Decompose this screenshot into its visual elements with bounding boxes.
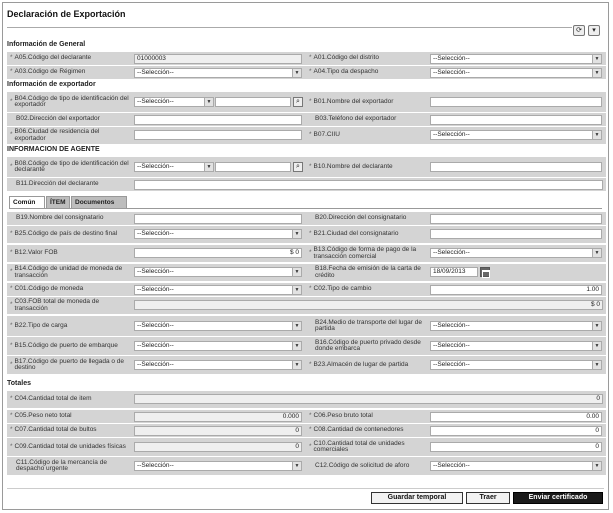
b11-declarant-address-field[interactable] bbox=[134, 180, 603, 190]
b20-label: B20.Dirección del consignatario bbox=[315, 214, 407, 222]
c07-row: * C07.Cantidad total de bultos 0 bbox=[7, 424, 306, 437]
a01-district-select[interactable]: --Selección-- ▼ bbox=[430, 54, 602, 64]
b01-label: B01.Nombre del exportador bbox=[313, 97, 394, 105]
b22-cargo-type-select[interactable]: --Selección-- ▼ bbox=[134, 321, 302, 331]
a05-declarant-code-field[interactable]: 01000003 bbox=[134, 54, 302, 64]
tab-divider bbox=[9, 208, 602, 209]
b12-label: B12.Valor FOB bbox=[14, 249, 58, 257]
b08-row: * B08.Código de tipo de identificación del declarante --Selección-- ▼ ⌕ bbox=[7, 157, 306, 177]
bring-button[interactable]: Traer bbox=[466, 492, 510, 504]
a03-label: A03.Código de Régimen bbox=[14, 68, 86, 76]
b02-label: B02.Dirección del exportador bbox=[16, 115, 100, 123]
c06-label: C06.Peso bruto total bbox=[313, 412, 373, 420]
b23-row: * B23.Almacén de lugar de partida --Selección-- ▼ bbox=[306, 356, 606, 374]
b18-credit-letter-date-field[interactable]: 18/09/2013 bbox=[430, 267, 478, 277]
c04-total-items-field[interactable]: 0 bbox=[134, 394, 603, 404]
c01-row: * C01.Código de moneda --Selección-- ▼ bbox=[7, 283, 306, 296]
b25-label: B25.Código de país de destino final bbox=[14, 230, 118, 238]
b13-label: B13.Código de forma de pago de la transacción comercial bbox=[313, 246, 417, 260]
b07-ciiu-select[interactable]: --Selección-- ▼ bbox=[430, 130, 602, 140]
chevron-down-icon: ▼ bbox=[204, 98, 213, 106]
b17-label: B17.Código de puerto de llegada o de destino bbox=[14, 357, 125, 371]
chevron-down-icon: ▼ bbox=[292, 361, 301, 369]
c03-total-fob-field[interactable]: $ 0 bbox=[134, 300, 603, 310]
b08-id-type-select[interactable]: --Selección-- ▼ bbox=[134, 162, 214, 172]
c10-row: * C10.Cantidad total de unidades comerciales 0 bbox=[306, 438, 606, 456]
section-agent-title: INFORMACION DE AGENTE bbox=[7, 146, 100, 153]
tab-item[interactable]: ÍTEM bbox=[46, 196, 70, 208]
b12-fob-value-field[interactable]: $ 0 bbox=[134, 248, 302, 258]
b06-label: B06.Ciudad de residencia del exportador bbox=[14, 128, 100, 142]
c09-label: C09.Cantidad total de unidades físicas bbox=[14, 442, 126, 450]
chevron-down-icon: ▼ bbox=[592, 249, 601, 257]
b13-row: * B13.Código de forma de pago de la transacción comercial --Selección-- ▼ bbox=[306, 245, 606, 262]
c12-inspection-request-select[interactable]: --Selección-- ▼ bbox=[430, 461, 602, 471]
c12-label: C12.Código de solicitud de aforo bbox=[315, 461, 410, 469]
b25-row: * B25.Código de país de destino final --Selección-- ▼ bbox=[7, 226, 306, 243]
b11-label: B11.Dirección del declarante bbox=[16, 180, 99, 188]
declaration-form-window bbox=[2, 2, 609, 510]
b03-row bbox=[306, 113, 606, 126]
b06-row: * B06.Ciudad de residencia del exportador bbox=[7, 127, 306, 144]
c08-containers-field[interactable]: 0 bbox=[430, 426, 602, 436]
tab-comun[interactable]: Común bbox=[9, 196, 45, 208]
b10-declarant-name-field[interactable] bbox=[430, 162, 602, 172]
c05-row: * C05.Peso neto total 0.000 bbox=[7, 410, 306, 423]
a03-row: * A03.Código de Régimen --Selección-- ▼ bbox=[7, 66, 306, 79]
c10-label: C10.Cantidad total de unidades comerciales bbox=[313, 439, 405, 453]
b12-row: * B12.Valor FOB $ 0 bbox=[7, 245, 306, 262]
b07-row: * B07.CIIU --Selección-- ▼ bbox=[306, 127, 606, 144]
b23-warehouse-select[interactable]: --Selección-- ▼ bbox=[430, 360, 602, 370]
c03-label: C03.FOB total de moneda de transacción bbox=[14, 298, 100, 312]
b23-label: B23.Almacén de lugar de partida bbox=[313, 360, 409, 368]
calendar-icon[interactable] bbox=[480, 267, 490, 277]
b13-payment-form-select[interactable]: --Selección-- ▼ bbox=[430, 248, 602, 258]
page-title: Declaración de Exportación bbox=[7, 9, 126, 19]
save-temporary-button[interactable]: Guardar temporal bbox=[371, 492, 463, 504]
refresh-icon[interactable]: ⟳ bbox=[573, 25, 585, 36]
b06-exporter-city-field[interactable] bbox=[134, 130, 302, 140]
b20-consignee-address-field[interactable] bbox=[430, 214, 602, 224]
b21-row: * B21.Ciudad del consignatario bbox=[306, 226, 606, 243]
a05-label: A05.Código del declarante bbox=[14, 54, 92, 62]
chevron-down-icon: ▼ bbox=[592, 69, 601, 77]
chevron-down-icon: ▼ bbox=[204, 163, 213, 171]
c09-physical-units-field[interactable]: 0 bbox=[134, 442, 302, 452]
b24-label: B24.Medio de transporte del lugar de partida bbox=[315, 318, 422, 332]
chevron-down-icon: ▼ bbox=[592, 462, 601, 470]
c03-row: * C03.FOB total de moneda de transacción $ 0 bbox=[7, 297, 606, 314]
chevron-down-icon: ▼ bbox=[592, 55, 601, 63]
c05-label: C05.Peso neto total bbox=[14, 412, 72, 420]
c01-label: C01.Código de moneda bbox=[14, 285, 84, 293]
b02-row bbox=[7, 113, 306, 126]
b25-destination-country-select[interactable]: --Selección-- ▼ bbox=[134, 229, 302, 239]
b24-transport-mode-select[interactable]: --Selección-- ▼ bbox=[430, 321, 602, 331]
b08-id-number-field[interactable] bbox=[215, 162, 291, 172]
chevron-down-icon: ▼ bbox=[592, 131, 601, 139]
b18-row bbox=[306, 264, 606, 281]
c11-row bbox=[7, 457, 306, 475]
c07-packages-field[interactable]: 0 bbox=[134, 426, 302, 436]
a01-row: * A01.Código del distrito --Selección-- ▼ bbox=[306, 52, 606, 65]
a05-row: * A05.Código del declarante 01000003 bbox=[7, 52, 306, 65]
b08-label: B08.Código de tipo de identificación del declarante bbox=[14, 159, 129, 173]
c08-row: * C08.Cantidad de contenedores 0 bbox=[306, 424, 606, 437]
tab-documentos[interactable]: Documentos bbox=[71, 196, 127, 208]
c02-row: * C02.Tipo de cambio 1.00 bbox=[306, 283, 606, 296]
chevron-down-icon: ▼ bbox=[292, 462, 301, 470]
b15-departure-port-select[interactable]: --Selección-- ▼ bbox=[134, 341, 302, 351]
b17-arrival-port-select[interactable]: --Selección-- ▼ bbox=[134, 360, 302, 370]
b03-label: B03.Teléfono del exportador bbox=[315, 115, 397, 123]
send-certificate-button[interactable]: Enviar certificado bbox=[513, 492, 603, 504]
c10-commercial-units-field[interactable]: 0 bbox=[430, 442, 602, 452]
chevron-down-icon: ▼ bbox=[292, 230, 301, 238]
b22-label: B22.Tipo de carga bbox=[14, 321, 68, 329]
search-icon[interactable]: ⌕ bbox=[293, 97, 303, 107]
b04-id-number-field[interactable] bbox=[215, 97, 291, 107]
c04-label: C04.Cantidad total de item bbox=[14, 395, 92, 403]
b01-row: * B01.Nombre del exportador bbox=[306, 92, 606, 112]
b17-row: * B17.Código de puerto de llegada o de destino --Selección-- ▼ bbox=[7, 356, 306, 374]
c11-urgent-goods-select[interactable]: --Selección-- ▼ bbox=[134, 461, 302, 471]
b18-label: B18.Fecha de emisión de la carta de crédito bbox=[315, 265, 421, 279]
b11-row bbox=[7, 178, 606, 191]
a04-row: * A04.Tipo da despacho --Selección-- ▼ bbox=[306, 66, 606, 79]
b16-label: B16.Código de puerto privado desde donde embarca bbox=[315, 338, 421, 352]
c07-label: C07.Cantidad total de bultos bbox=[14, 426, 97, 434]
footer-divider bbox=[7, 488, 604, 489]
section-exporter-title: Información de exportador bbox=[7, 81, 96, 88]
c06-gross-weight-field[interactable]: 0.00 bbox=[430, 412, 602, 422]
b16-row bbox=[306, 337, 606, 355]
b19-consignee-name-field[interactable] bbox=[134, 214, 302, 224]
b19-row bbox=[7, 212, 306, 225]
b15-row: * B15.Código de puerto de embarque --Selección-- ▼ bbox=[7, 337, 306, 355]
c12-row bbox=[306, 457, 606, 475]
b14-label: B14.Código de unidad de moneda de transacción bbox=[14, 265, 123, 279]
b16-private-port-select[interactable]: --Selección-- ▼ bbox=[430, 341, 602, 351]
b14-row: * B14.Código de unidad de moneda de transacción --Selección-- ▼ bbox=[7, 264, 306, 281]
c05-net-weight-field[interactable]: 0.000 bbox=[134, 412, 302, 422]
b21-consignee-city-field[interactable] bbox=[430, 229, 602, 239]
c04-row: * C04.Cantidad total de item 0 bbox=[7, 391, 606, 408]
chevron-down-icon: ▼ bbox=[292, 286, 301, 294]
b10-row: * B10.Nombre del declarante bbox=[306, 157, 606, 177]
a01-label: A01.Código del distrito bbox=[313, 54, 379, 62]
search-icon[interactable]: ⌕ bbox=[293, 162, 303, 172]
c02-label: C02.Tipo de cambio bbox=[313, 285, 372, 293]
b24-row bbox=[306, 316, 606, 336]
b07-label: B07.CIIU bbox=[313, 131, 340, 139]
b14-currency-unit-select[interactable]: --Selección-- ▼ bbox=[134, 267, 302, 277]
c08-label: C08.Cantidad de contenedores bbox=[313, 426, 404, 434]
chevron-down-icon: ▼ bbox=[592, 361, 601, 369]
chevron-down-icon[interactable]: ▾ bbox=[588, 25, 600, 36]
c09-row: * C09.Cantidad total de unidades físicas 0 bbox=[7, 438, 306, 456]
b10-label: B10.Nombre del declarante bbox=[313, 162, 393, 170]
b22-row: * B22.Tipo de carga --Selección-- ▼ bbox=[7, 316, 306, 336]
a03-regime-select[interactable]: --Selección-- ▼ bbox=[134, 68, 302, 78]
a04-dispatch-type-select[interactable]: --Selección-- ▼ bbox=[430, 68, 602, 78]
section-general-title: Información de General bbox=[7, 41, 86, 48]
chevron-down-icon: ▼ bbox=[592, 342, 601, 350]
chevron-down-icon: ▼ bbox=[592, 322, 601, 330]
b20-row bbox=[306, 212, 606, 225]
c02-exchange-rate-field[interactable]: 1.00 bbox=[430, 285, 602, 295]
title-divider bbox=[7, 27, 572, 28]
b04-label: B04.Código de tipo de identificación del exportador bbox=[14, 94, 129, 108]
b03-exporter-phone-field[interactable] bbox=[430, 115, 602, 125]
chevron-down-icon: ▼ bbox=[292, 268, 301, 276]
chevron-down-icon: ▼ bbox=[292, 322, 301, 330]
chevron-down-icon: ▼ bbox=[292, 342, 301, 350]
b15-label: B15.Código de puerto de embarque bbox=[14, 341, 118, 349]
b21-label: B21.Ciudad del consignatario bbox=[313, 230, 399, 238]
section-totals-title: Totales bbox=[7, 380, 31, 387]
c01-currency-select[interactable]: --Selección-- ▼ bbox=[134, 285, 302, 295]
b02-exporter-address-field[interactable] bbox=[134, 115, 302, 125]
c06-row: * C06.Peso bruto total 0.00 bbox=[306, 410, 606, 423]
a04-label: A04.Tipo da despacho bbox=[313, 68, 379, 76]
chevron-down-icon: ▼ bbox=[292, 69, 301, 77]
b19-label: B19.Nombre del consignatario bbox=[16, 214, 104, 222]
b01-exporter-name-field[interactable] bbox=[430, 97, 602, 107]
b04-row: * B04.Código de tipo de identificación del exportador --Selección-- ▼ ⌕ bbox=[7, 92, 306, 112]
c11-label: C11.Código de la mercancía de despacho urgente bbox=[16, 458, 107, 472]
b04-id-type-select[interactable]: --Selección-- ▼ bbox=[134, 97, 214, 107]
